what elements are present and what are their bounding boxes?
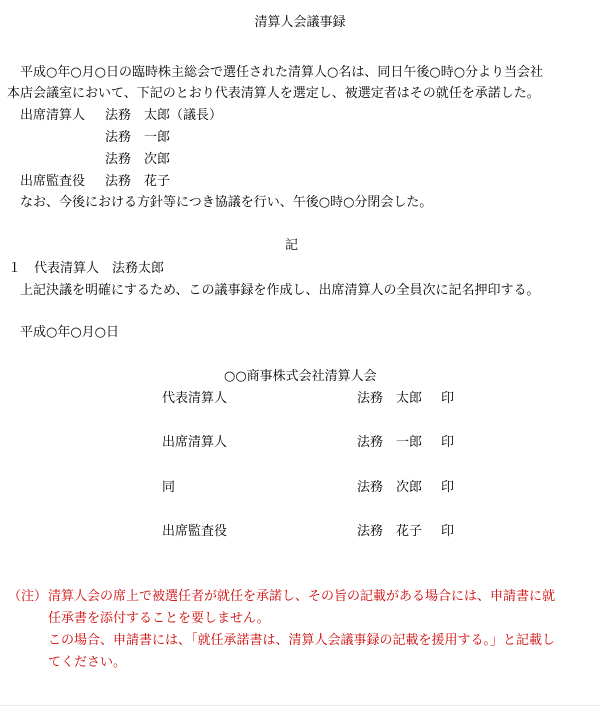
seal-mark: 印 [441, 480, 455, 495]
attendee-liquidator-1: 法務 太郎（議長） [105, 108, 223, 123]
signature-name-2: 法務 一郎 [357, 435, 423, 450]
signature-name-4: 法務 花子 [357, 524, 423, 539]
note-line-1: 清算人会の席上で被選任者が就任を承諾し、その旨の記載がある場合には、申請書に就 [48, 589, 556, 604]
item-1: １ 代表清算人 法務太郎 [8, 261, 165, 276]
ki-heading: 記 [285, 238, 299, 253]
attendee-label-liquidators: 出席清算人 [20, 108, 86, 123]
closing-statement: なお、今後における方針等につき協議を行い、午後○時○分閉会した。 [20, 195, 433, 210]
signature-name-3: 法務 次郎 [357, 480, 423, 495]
company-name: ○○商事株式会社清算人会 [224, 369, 377, 384]
signature-role-2: 出席清算人 [162, 435, 228, 450]
seal-mark: 印 [441, 391, 455, 406]
note-line-3: この場合、申請書には、「就任承諾書は、清算人会議事録の記載を援用する。」と記載し [48, 633, 556, 648]
resolution-statement: 上記決議を明確にするため、この議事録を作成し、出席清算人の全員次に記名押印する。 [20, 283, 540, 298]
signature-role-1: 代表清算人 [162, 391, 228, 406]
seal-mark: 印 [441, 524, 455, 539]
signature-name-1: 法務 太郎 [357, 391, 423, 406]
attendee-liquidator-2: 法務 一郎 [105, 130, 171, 145]
document-title: 清算人会議事録 [254, 15, 346, 30]
document-date: 平成○年○月○日 [20, 325, 120, 340]
intro-line-2: 本店会議室において、下記のとおり代表清算人を選定し、被選定者はその就任を承諾した。 [7, 86, 540, 101]
signature-role-3: 同 [162, 480, 176, 495]
bottom-divider [0, 705, 600, 706]
intro-line-1: 平成○年○月○日の臨時株主総会で選任された清算人○名は、同日午後○時○分より当会社 [20, 65, 544, 80]
attendee-label-auditor: 出席監査役 [20, 174, 86, 189]
seal-mark: 印 [441, 435, 455, 450]
note-line-4: てください。 [48, 655, 127, 670]
note-marker: （注） [8, 589, 48, 604]
attendee-auditor: 法務 花子 [105, 174, 171, 189]
note-line-2: 任承書を添付することを要しません。 [48, 611, 270, 626]
signature-role-4: 出席監査役 [162, 524, 228, 539]
attendee-liquidator-3: 法務 次郎 [105, 152, 171, 167]
